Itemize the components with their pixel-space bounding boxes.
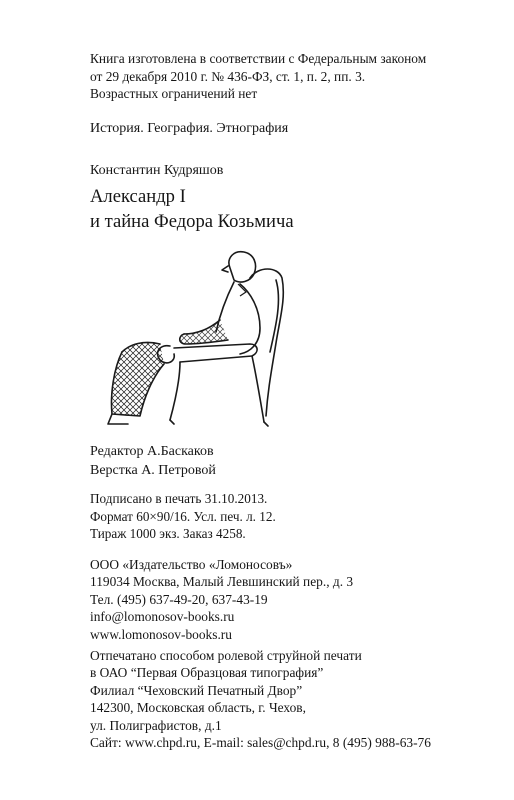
printer-line: 142300, Московская область, г. Чехов, [90,700,306,716]
printer-line: Филиал “Чеховский Печатный Двор” [90,682,303,698]
author-name: Константин Кудряшов [90,163,224,178]
printer-line: Отпечатано способом ролевой струйной печати [90,648,362,663]
publisher-email: info@lomonosov-books.ru [90,609,235,625]
publisher-line: 119034 Москва, Малый Левшинский пер., д. 3 [90,574,354,590]
printer-line: в ОАО “Первая Образцовая типография” [90,665,324,681]
legal-notice-line: Возрастных ограничений нет [90,86,258,101]
print-details-line: Формат 60×90/16. Усл. печ. л. 12. [90,508,276,524]
legal-notice [90,50,500,103]
printer-contacts: Сайт: www.chpd.ru, E-mail: sales@chpd.ru, 8 (495) 988-63-76 [90,735,431,751]
publisher-website: www.lomonosov-books.ru [90,626,232,642]
legal-notice-line: от 29 декабря 2010 г. № 436-ФЗ, ст. 1, п. 2, пп. 3. [90,68,366,84]
print-details-line: Тираж 1000 экз. Заказ 4258. [90,526,246,541]
printer-line: ул. Полиграфистов, д.1 [90,717,222,733]
rubric: История. География. Этнография [90,121,289,136]
publisher-info [90,556,500,643]
book-title-line: и тайна Федора Козьмича [90,211,294,232]
editor-line: Редактор А.Баскаков [90,444,214,459]
book-title-line: Александр I [90,186,186,207]
legal-notice-line: Книга изготовлена в соответствии с Федеральным законом [90,51,427,66]
publisher-line: ООО «Издательство «Ломоносовъ» [90,557,293,572]
editors [90,442,500,480]
editor-line: Верстка А. Петровой [90,463,216,478]
printer-info [90,647,500,751]
print-details-line: Подписано в печать 31.10.2013. [90,491,268,506]
man-in-armchair-drawing [100,248,312,432]
publisher-line: Тел. (495) 637-49-20, 637-43-19 [90,591,268,607]
book-title [90,184,500,234]
print-details [90,490,500,543]
